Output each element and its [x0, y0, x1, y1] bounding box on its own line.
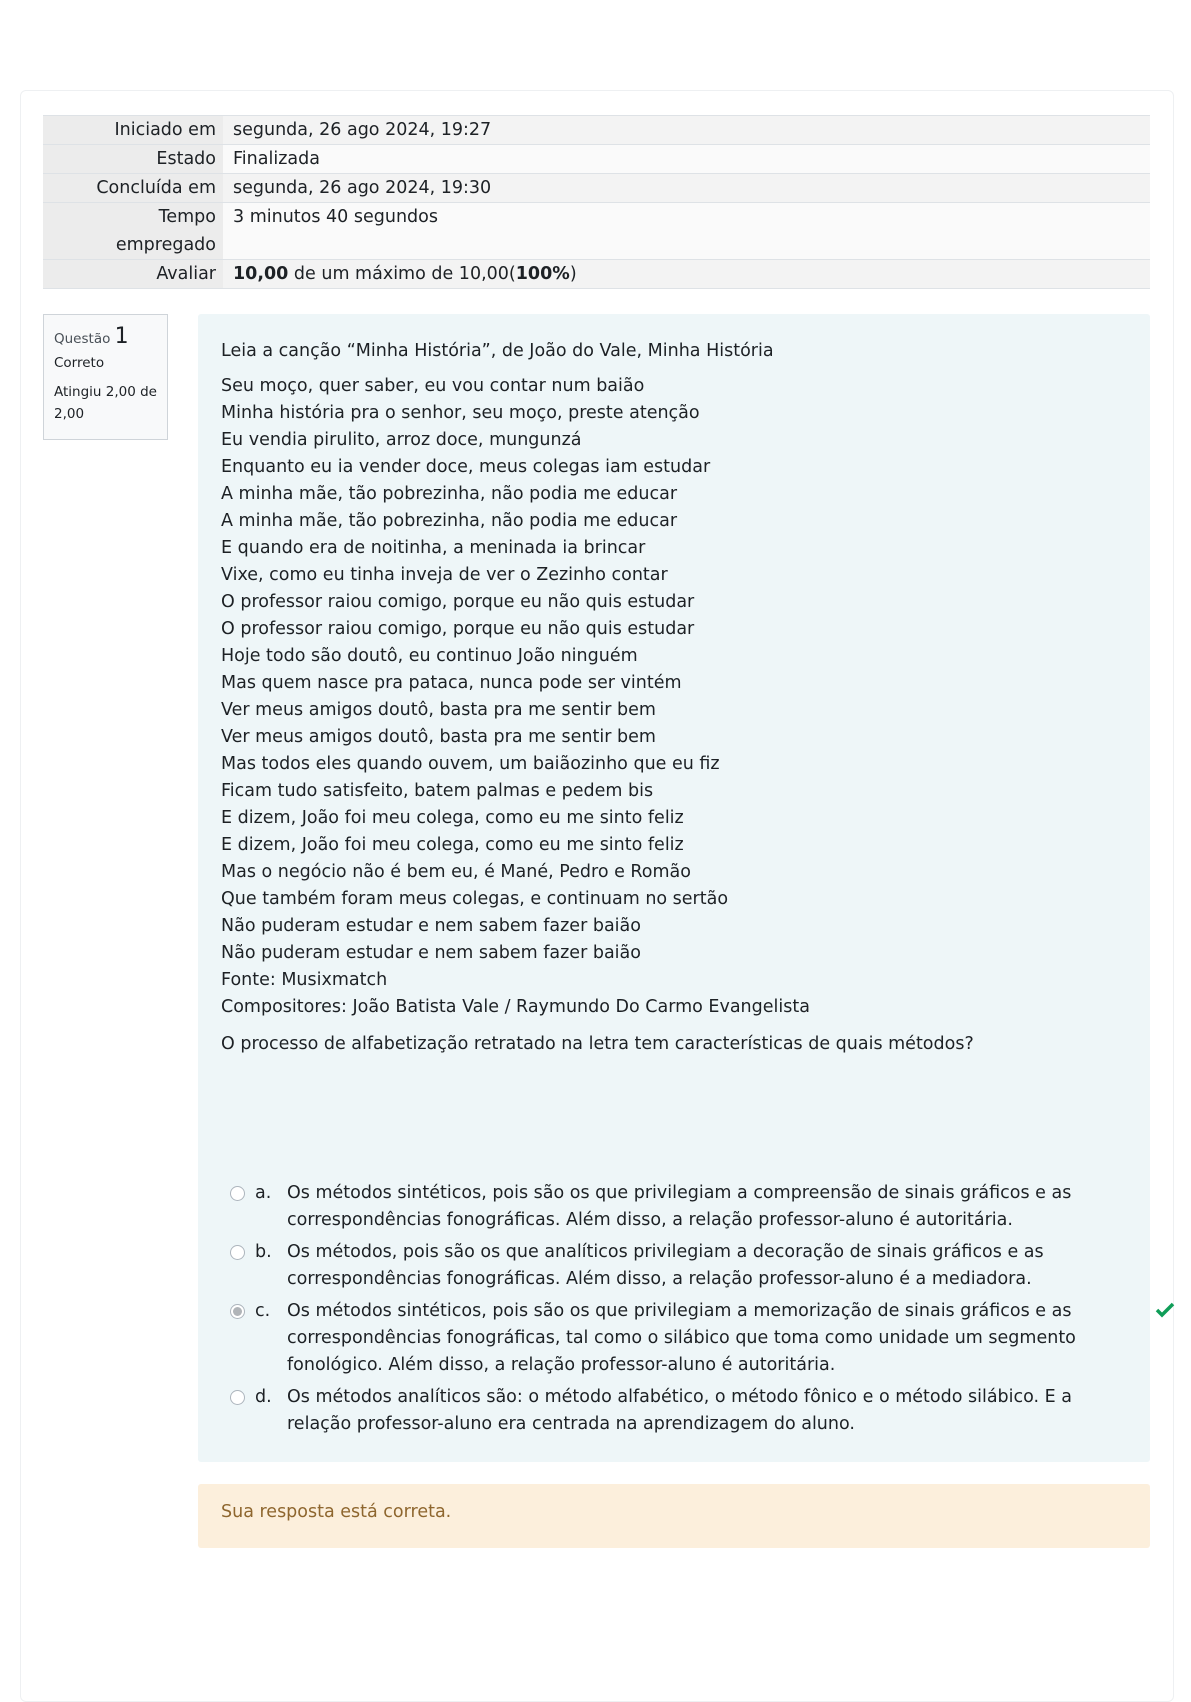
question-text	[221, 338, 1121, 1058]
lyrics	[221, 373, 1121, 967]
feedback-text: Sua resposta está correta.	[221, 1502, 452, 1522]
grade-score: 10,00	[233, 264, 289, 284]
question-intro: Leia a canção “Minha História”, de João do Vale, Minha História	[221, 341, 774, 361]
lyric-line: Ver meus amigos doutô, basta pra me sentir bem	[221, 700, 656, 720]
grade-percent: 100%	[515, 264, 570, 284]
grade-value	[223, 260, 1150, 288]
lyric-line: Vixe, como eu tinha inveja de ver o Zezinho contar	[221, 565, 668, 585]
summary-row-started	[43, 116, 1150, 145]
answer-letter: c.	[255, 1301, 271, 1321]
answer-text: Os métodos analíticos são: o método alfabético, o método fônico e o método silábico. E a relação professor-aluno era centrada na aprendizagem do aluno.	[287, 1387, 1073, 1434]
answer-radio[interactable]	[230, 1304, 245, 1319]
question-content	[198, 314, 1150, 1462]
question-prompt: O processo de alfabetização retratado na letra tem características de quais métodos?	[221, 1034, 974, 1054]
lyric-line: Seu moço, quer saber, eu vou contar num baião	[221, 376, 645, 396]
answer-option[interactable]	[230, 1239, 1130, 1293]
lyric-line: Hoje todo são doutô, eu continuo João ninguém	[221, 646, 638, 666]
question-state: Correto	[54, 355, 105, 371]
lyric-line: Enquanto eu ia vender doce, meus colegas iam estudar	[221, 457, 711, 477]
completed-value: segunda, 26 ago 2024, 19:30	[233, 178, 492, 198]
grade-mid: de um máximo de 10,00(	[288, 264, 516, 284]
lyric-line: O professor raiou comigo, porque eu não quis estudar	[221, 592, 695, 612]
lyric-line: Não puderam estudar e nem sabem fazer baião	[221, 916, 641, 936]
time-label	[43, 203, 223, 259]
time-value: 3 minutos 40 segundos	[233, 207, 438, 227]
lyric-line: E quando era de noitinha, a meninada ia brincar	[221, 538, 646, 558]
lyric-line: Minha história pra o senhor, seu moço, preste atenção	[221, 403, 700, 423]
question-number	[54, 324, 157, 349]
state-label: Estado	[43, 145, 223, 173]
lyric-line: O professor raiou comigo, porque eu não quis estudar	[221, 619, 695, 639]
question-label: Questão	[54, 331, 111, 347]
summary-row-time	[43, 203, 1150, 260]
lyric-line: Mas o negócio não é bem eu, é Mané, Pedro e Romão	[221, 862, 691, 882]
summary-row-completed	[43, 174, 1150, 203]
answer-letter: a.	[255, 1183, 272, 1203]
lyric-line: Não puderam estudar e nem sabem fazer baião	[221, 943, 641, 963]
answer-option[interactable]	[230, 1298, 1130, 1379]
answer-options	[230, 1180, 1130, 1443]
lyric-line: E dizem, João foi meu colega, como eu me sinto feliz	[221, 808, 684, 828]
answer-letter: d.	[255, 1387, 272, 1407]
grade-end: )	[569, 264, 577, 284]
grade-label: Avaliar	[43, 260, 223, 288]
completed-label: Concluída em	[43, 174, 223, 202]
answer-text: Os métodos sintéticos, pois são os que privilegiam a memorização de sinais gráficos e as correspondências fonográficas, tal como o silábico que toma como unidade um segmento fonológico. Além disso, a relação professor-aluno é autoritária.	[287, 1301, 1076, 1375]
question-num: 1	[114, 324, 129, 349]
lyric-line: Ver meus amigos doutô, basta pra me sentir bem	[221, 727, 656, 747]
answer-option[interactable]	[230, 1384, 1130, 1438]
question-grade: Atingiu 2,00 de 2,00	[54, 384, 157, 422]
lyric-line: E dizem, João foi meu colega, como eu me sinto feliz	[221, 835, 684, 855]
answer-radio[interactable]	[230, 1186, 245, 1201]
lyric-line: A minha mãe, tão pobrezinha, não podia me educar	[221, 511, 678, 531]
time-label-line1: Tempo	[158, 207, 216, 227]
state-value: Finalizada	[233, 149, 320, 169]
answer-option[interactable]	[230, 1180, 1130, 1234]
answer-radio[interactable]	[230, 1245, 245, 1260]
lyric-line: Mas quem nasce pra pataca, nunca pode ser vintém	[221, 673, 682, 693]
time-label-line2: empregado	[115, 235, 216, 255]
lyric-line: Que também foram meus colegas, e continuam no sertão	[221, 889, 729, 909]
lyric-line: Mas todos eles quando ouvem, um baiãozinho que eu fiz	[221, 754, 720, 774]
started-label: Iniciado em	[43, 116, 223, 144]
answer-text: Os métodos sintéticos, pois são os que privilegiam a compreensão de sinais gráficos e as correspondências fonográficas. Além disso, a relação professor-aluno é autoritária.	[287, 1183, 1072, 1230]
question-info-box	[43, 314, 168, 440]
feedback-box	[198, 1484, 1150, 1548]
summary-row-grade	[43, 260, 1150, 289]
lyric-line: Eu vendia pirulito, arroz doce, mungunzá	[221, 430, 582, 450]
lyric-line: Ficam tudo satisfeito, batem palmas e pedem bis	[221, 781, 654, 801]
attempt-summary-table	[43, 115, 1150, 289]
lyrics-composers: Compositores: João Batista Vale / Raymundo Do Carmo Evangelista	[221, 997, 810, 1017]
lyrics-source: Fonte: Musixmatch	[221, 970, 388, 990]
answer-letter: b.	[255, 1242, 272, 1262]
summary-row-state	[43, 145, 1150, 174]
answer-radio[interactable]	[230, 1390, 245, 1405]
lyric-line: A minha mãe, tão pobrezinha, não podia me educar	[221, 484, 678, 504]
started-value: segunda, 26 ago 2024, 19:27	[233, 120, 492, 140]
answer-text: Os métodos, pois são os que analíticos privilegiam a decoração de sinais gráficos e as correspondências fonográficas. Além disso, a relação professor-aluno é a mediadora.	[287, 1242, 1044, 1289]
correct-check-icon	[1155, 1300, 1175, 1320]
